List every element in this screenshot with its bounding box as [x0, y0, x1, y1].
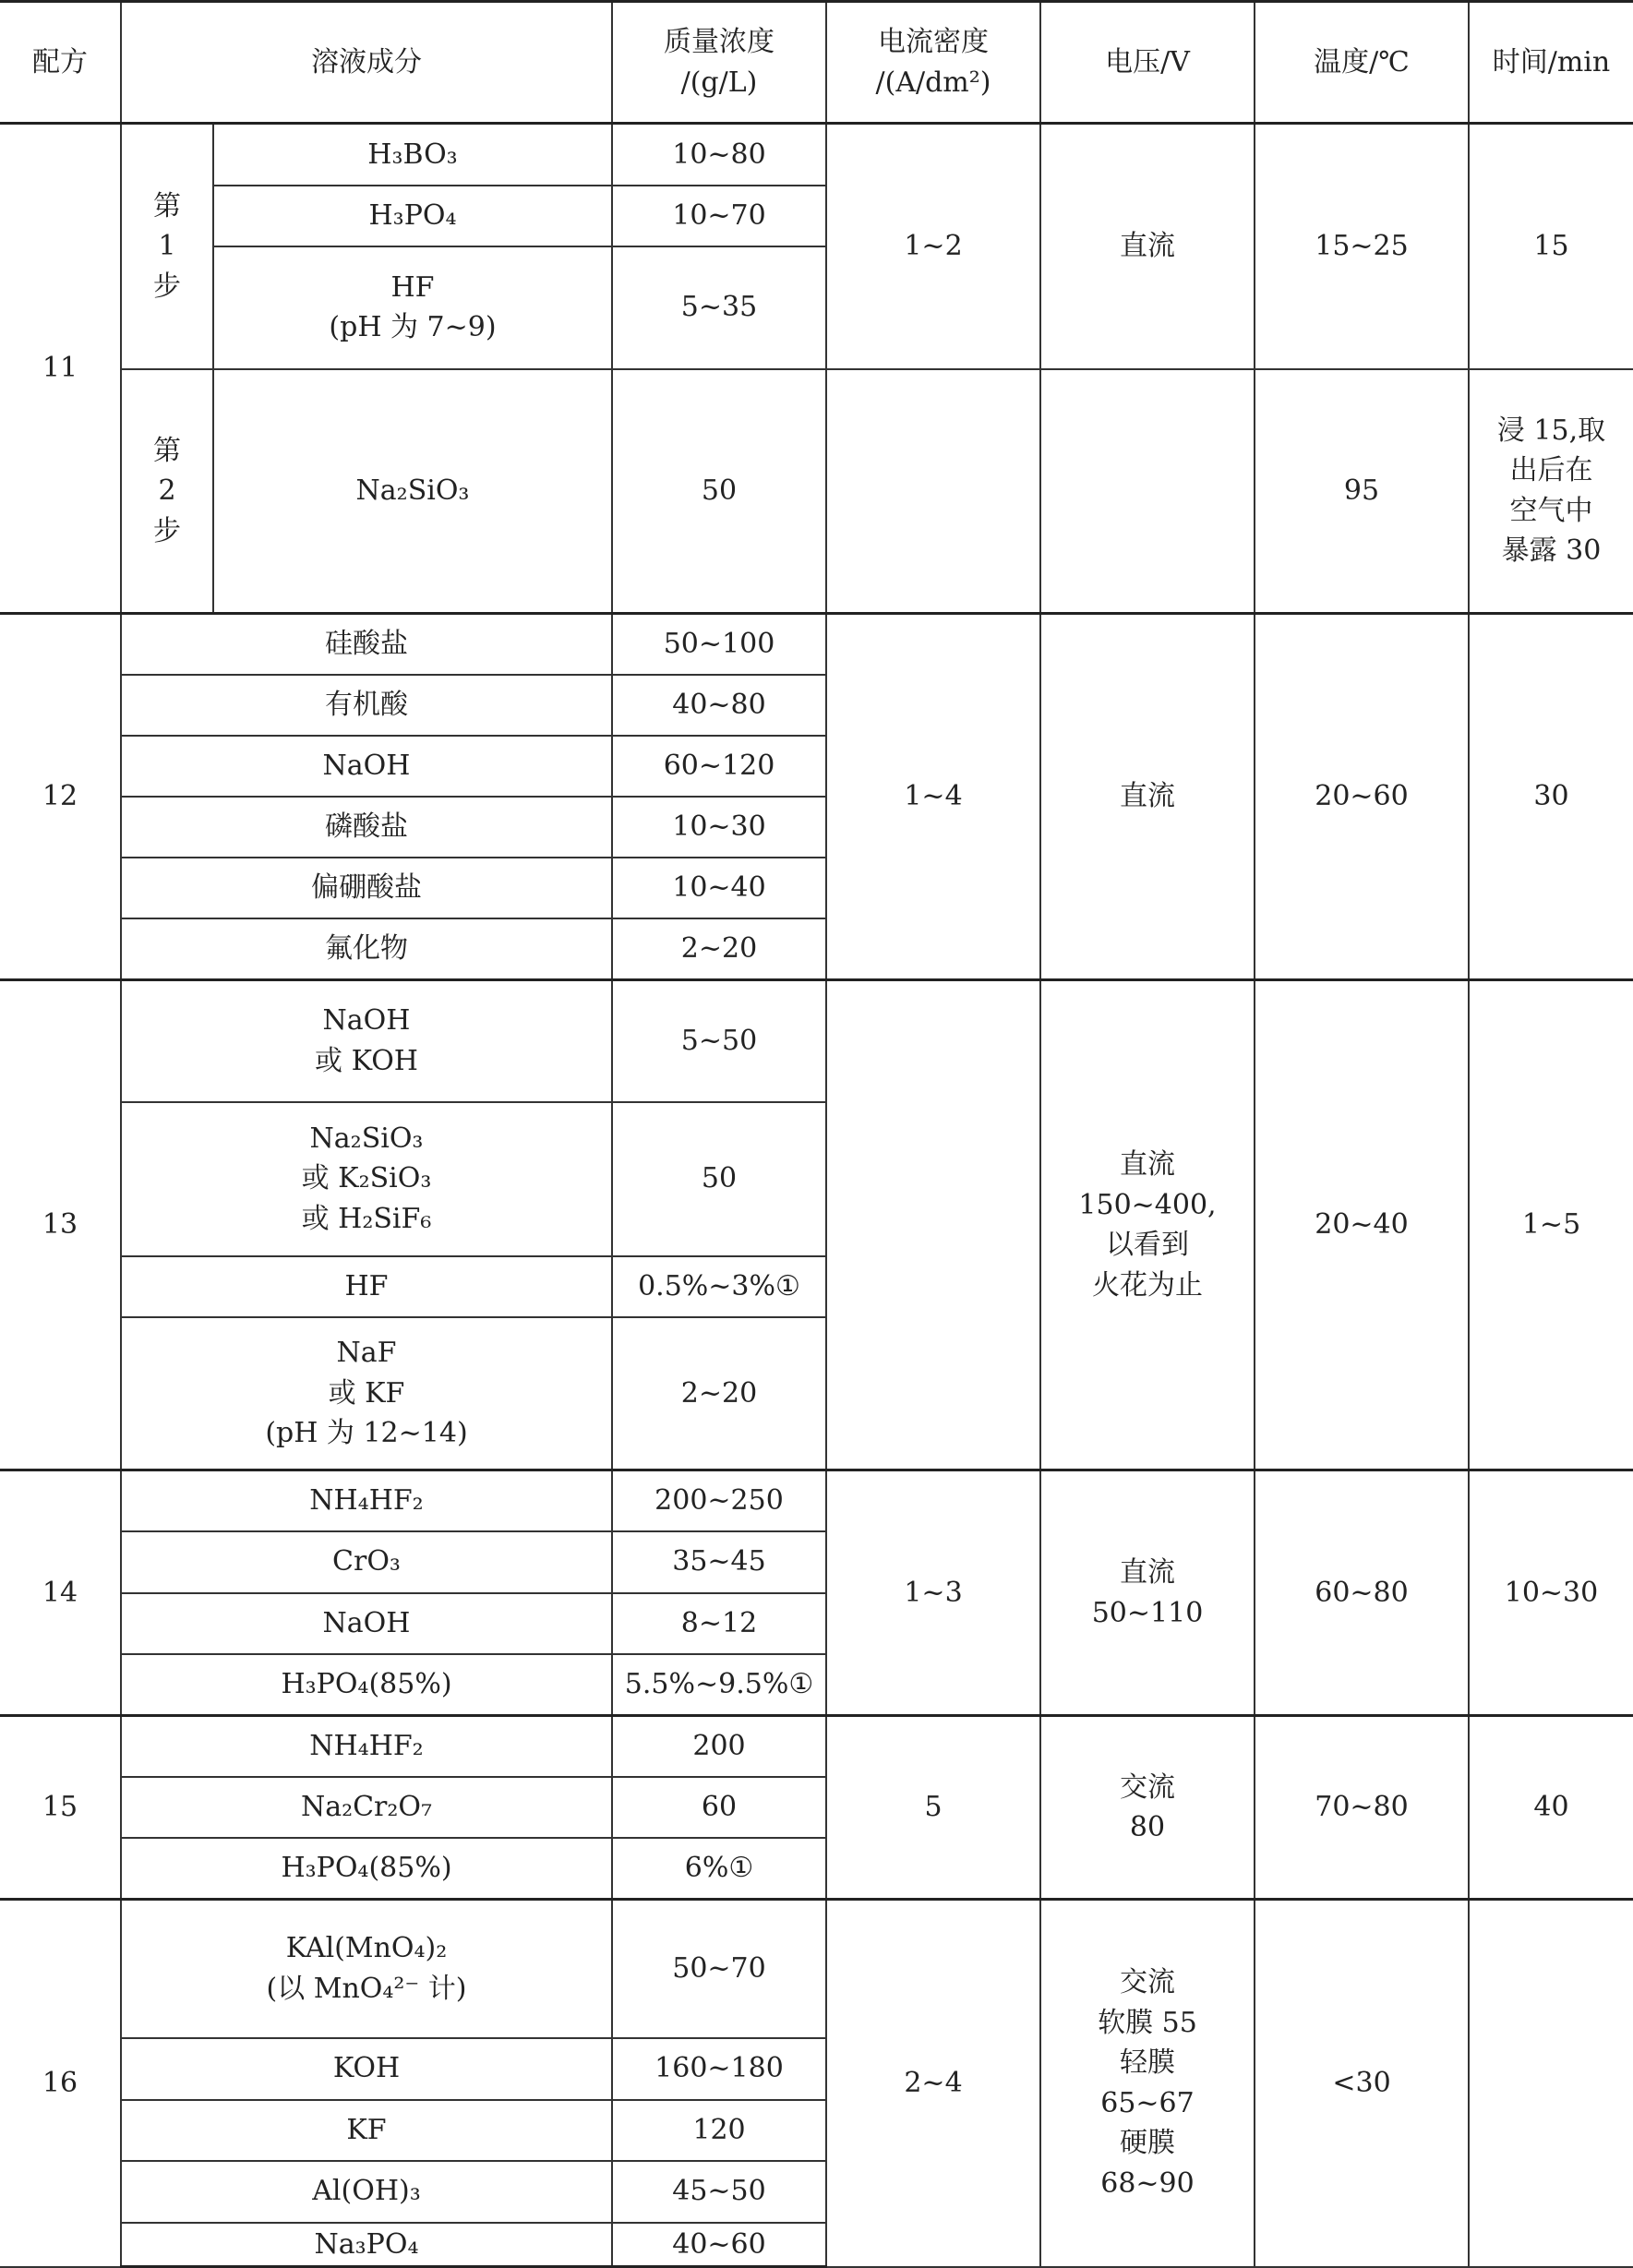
current-density-cell: 1~3 — [826, 1470, 1040, 1716]
current-density-cell: 5 — [826, 1716, 1040, 1900]
step-label: 第 2 步 — [121, 369, 213, 614]
concentration-cell: 5~50 — [612, 980, 826, 1102]
component-cell: 有机酸 — [121, 675, 612, 736]
time-cell: 30 — [1469, 614, 1633, 980]
formula-id: 13 — [0, 980, 121, 1470]
component-cell: Na₂SiO₃ — [213, 369, 612, 614]
concentration-cell: 45~50 — [612, 2161, 826, 2223]
concentration-cell: 5~35 — [612, 246, 826, 369]
concentration-cell: 5.5%~9.5%① — [612, 1654, 826, 1716]
temperature-cell: 15~25 — [1255, 124, 1469, 369]
table-row — [0, 1470, 1633, 1531]
header-concentration: 质量浓度 /(g/L) — [612, 2, 826, 124]
concentration-cell: 35~45 — [612, 1531, 826, 1593]
formula-id: 14 — [0, 1470, 121, 1716]
time-cell: 40 — [1469, 1716, 1633, 1900]
time-cell: 浸 15,取 出后在 空气中 暴露 30 — [1469, 369, 1633, 614]
table-row — [0, 614, 1633, 675]
voltage-cell: 交流 软膜 55 轻膜 65~67 硬膜 68~90 — [1040, 1900, 1255, 2267]
concentration-cell: 200 — [612, 1716, 826, 1777]
concentration-cell: 60~120 — [612, 736, 826, 797]
table-row — [0, 1900, 1633, 2038]
component-cell: KOH — [121, 2038, 612, 2100]
voltage-cell: 直流 50~110 — [1040, 1470, 1255, 1716]
concentration-cell: 10~40 — [612, 858, 826, 918]
component-cell: KAl(MnO₄)₂ (以 MnO₄²⁻ 计) — [121, 1900, 612, 2038]
component-cell: CrO₃ — [121, 1531, 612, 1593]
concentration-cell: 2~20 — [612, 918, 826, 980]
component-cell: 偏硼酸盐 — [121, 858, 612, 918]
component-cell: H₃PO₄(85%) — [121, 1838, 612, 1900]
concentration-cell: 160~180 — [612, 2038, 826, 2100]
voltage-cell: 直流 — [1040, 614, 1255, 980]
component-cell: Na₃PO₄ — [121, 2223, 612, 2267]
temperature-cell: 20~40 — [1255, 980, 1469, 1470]
time-cell: 1~5 — [1469, 980, 1633, 1470]
temperature-cell: 70~80 — [1255, 1716, 1469, 1900]
formula-id: 16 — [0, 1900, 121, 2267]
step-label: 第 1 步 — [121, 124, 213, 369]
component-cell: Na₂SiO₃ 或 K₂SiO₃ 或 H₂SiF₆ — [121, 1102, 612, 1256]
concentration-cell: 50 — [612, 369, 826, 614]
header-temperature: 温度/℃ — [1255, 2, 1469, 124]
concentration-cell: 50~70 — [612, 1900, 826, 2038]
component-cell: H₃PO₄(85%) — [121, 1654, 612, 1716]
current-density-cell — [826, 980, 1040, 1470]
component-cell: Al(OH)₃ — [121, 2161, 612, 2223]
concentration-cell: 120 — [612, 2100, 826, 2161]
temperature-cell: 20~60 — [1255, 614, 1469, 980]
header-formula: 配方 — [0, 2, 121, 124]
concentration-cell: 10~30 — [612, 797, 826, 858]
component-cell: H₃PO₄ — [213, 186, 612, 246]
component-cell: Na₂Cr₂O₇ — [121, 1777, 612, 1838]
concentration-cell: 40~60 — [612, 2223, 826, 2267]
concentration-cell: 2~20 — [612, 1317, 826, 1470]
concentration-cell: 6%① — [612, 1838, 826, 1900]
concentration-cell: 40~80 — [612, 675, 826, 736]
formula-id: 15 — [0, 1716, 121, 1900]
concentration-cell: 0.5%~3%① — [612, 1256, 826, 1317]
temperature-cell: <30 — [1255, 1900, 1469, 2267]
concentration-cell: 200~250 — [612, 1470, 826, 1531]
header-voltage: 电压/V — [1040, 2, 1255, 124]
header-current-density: 电流密度 /(A/dm²) — [826, 2, 1040, 124]
current-density-cell: 2~4 — [826, 1900, 1040, 2267]
table-row — [0, 1716, 1633, 1777]
concentration-cell: 8~12 — [612, 1593, 826, 1654]
table-row — [0, 369, 1633, 614]
component-cell: 硅酸盐 — [121, 614, 612, 675]
concentration-cell: 10~70 — [612, 186, 826, 246]
temperature-cell: 95 — [1255, 369, 1469, 614]
component-cell: NH₄HF₂ — [121, 1470, 612, 1531]
voltage-cell — [1040, 369, 1255, 614]
component-cell: HF — [121, 1256, 612, 1317]
component-cell: KF — [121, 2100, 612, 2161]
component-cell: 磷酸盐 — [121, 797, 612, 858]
component-cell: NH₄HF₂ — [121, 1716, 612, 1777]
formula-id: 12 — [0, 614, 121, 980]
component-cell: NaF 或 KF (pH 为 12~14) — [121, 1317, 612, 1470]
table-row — [0, 980, 1633, 1102]
voltage-cell: 交流 80 — [1040, 1716, 1255, 1900]
concentration-cell: 50~100 — [612, 614, 826, 675]
current-density-cell: 1~4 — [826, 614, 1040, 980]
header-component: 溶液成分 — [121, 2, 612, 124]
component-cell: NaOH 或 KOH — [121, 980, 612, 1102]
component-cell: NaOH — [121, 736, 612, 797]
component-cell: H₃BO₃ — [213, 124, 612, 186]
temperature-cell: 60~80 — [1255, 1470, 1469, 1716]
header-time: 时间/min — [1469, 2, 1633, 124]
concentration-cell: 50 — [612, 1102, 826, 1256]
concentration-cell: 10~80 — [612, 124, 826, 186]
time-cell: 10~30 — [1469, 1470, 1633, 1716]
current-density-cell — [826, 369, 1040, 614]
time-cell: 15 — [1469, 124, 1633, 369]
voltage-cell: 直流 — [1040, 124, 1255, 369]
component-cell: 氟化物 — [121, 918, 612, 980]
current-density-cell: 1~2 — [826, 124, 1040, 369]
component-cell: NaOH — [121, 1593, 612, 1654]
table-row — [0, 124, 1633, 186]
formula-id: 11 — [0, 124, 121, 614]
time-cell — [1469, 1900, 1633, 2267]
component-cell: HF (pH 为 7~9) — [213, 246, 612, 369]
header-row — [0, 2, 1633, 124]
voltage-cell: 直流 150~400, 以看到 火花为止 — [1040, 980, 1255, 1470]
concentration-cell: 60 — [612, 1777, 826, 1838]
